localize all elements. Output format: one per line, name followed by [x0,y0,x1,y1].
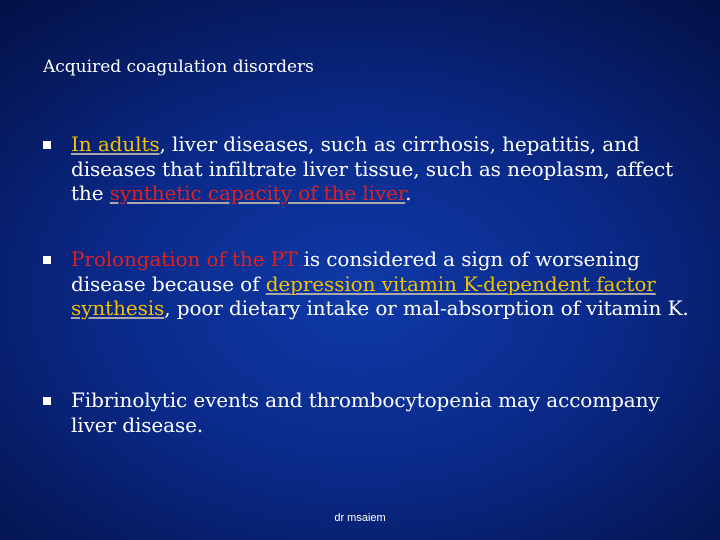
bullet-text-1 [71,132,689,206]
square-bullet-icon [43,256,51,264]
square-bullet-icon [43,397,51,405]
bullet-text-segment: is considered a sign of worsening disease because of [71,247,640,296]
link-depression-vitamin-k[interactable]: depression vitamin K-dependent factor synthesis [71,271,656,320]
slide-title: Acquired coagulation disorders [43,57,314,77]
bullet-text-segment: Fibrinolytic events and thrombocytopenia may accompany liver disease. [71,388,660,437]
bullet-text-segment: . [405,181,412,205]
bullet-text-3 [71,388,689,437]
bullet-text-2 [71,247,689,321]
footer-author: dr msaiem [334,512,386,524]
link-in-adults[interactable]: In adults [71,132,160,156]
prolongation-pt-text: Prolongation of the PT [71,247,298,271]
square-bullet-icon [43,141,51,149]
bullet-text-segment: , poor dietary intake or mal-absorption of vitamin K. [164,296,689,320]
bullet-text-segment: , liver diseases, such as cirrhosis, hepatitis, and diseases that infiltrate liver tissue, such as neoplasm, affect the [71,132,674,205]
link-synthetic-capacity[interactable]: synthetic capacity of the liver [109,181,406,205]
